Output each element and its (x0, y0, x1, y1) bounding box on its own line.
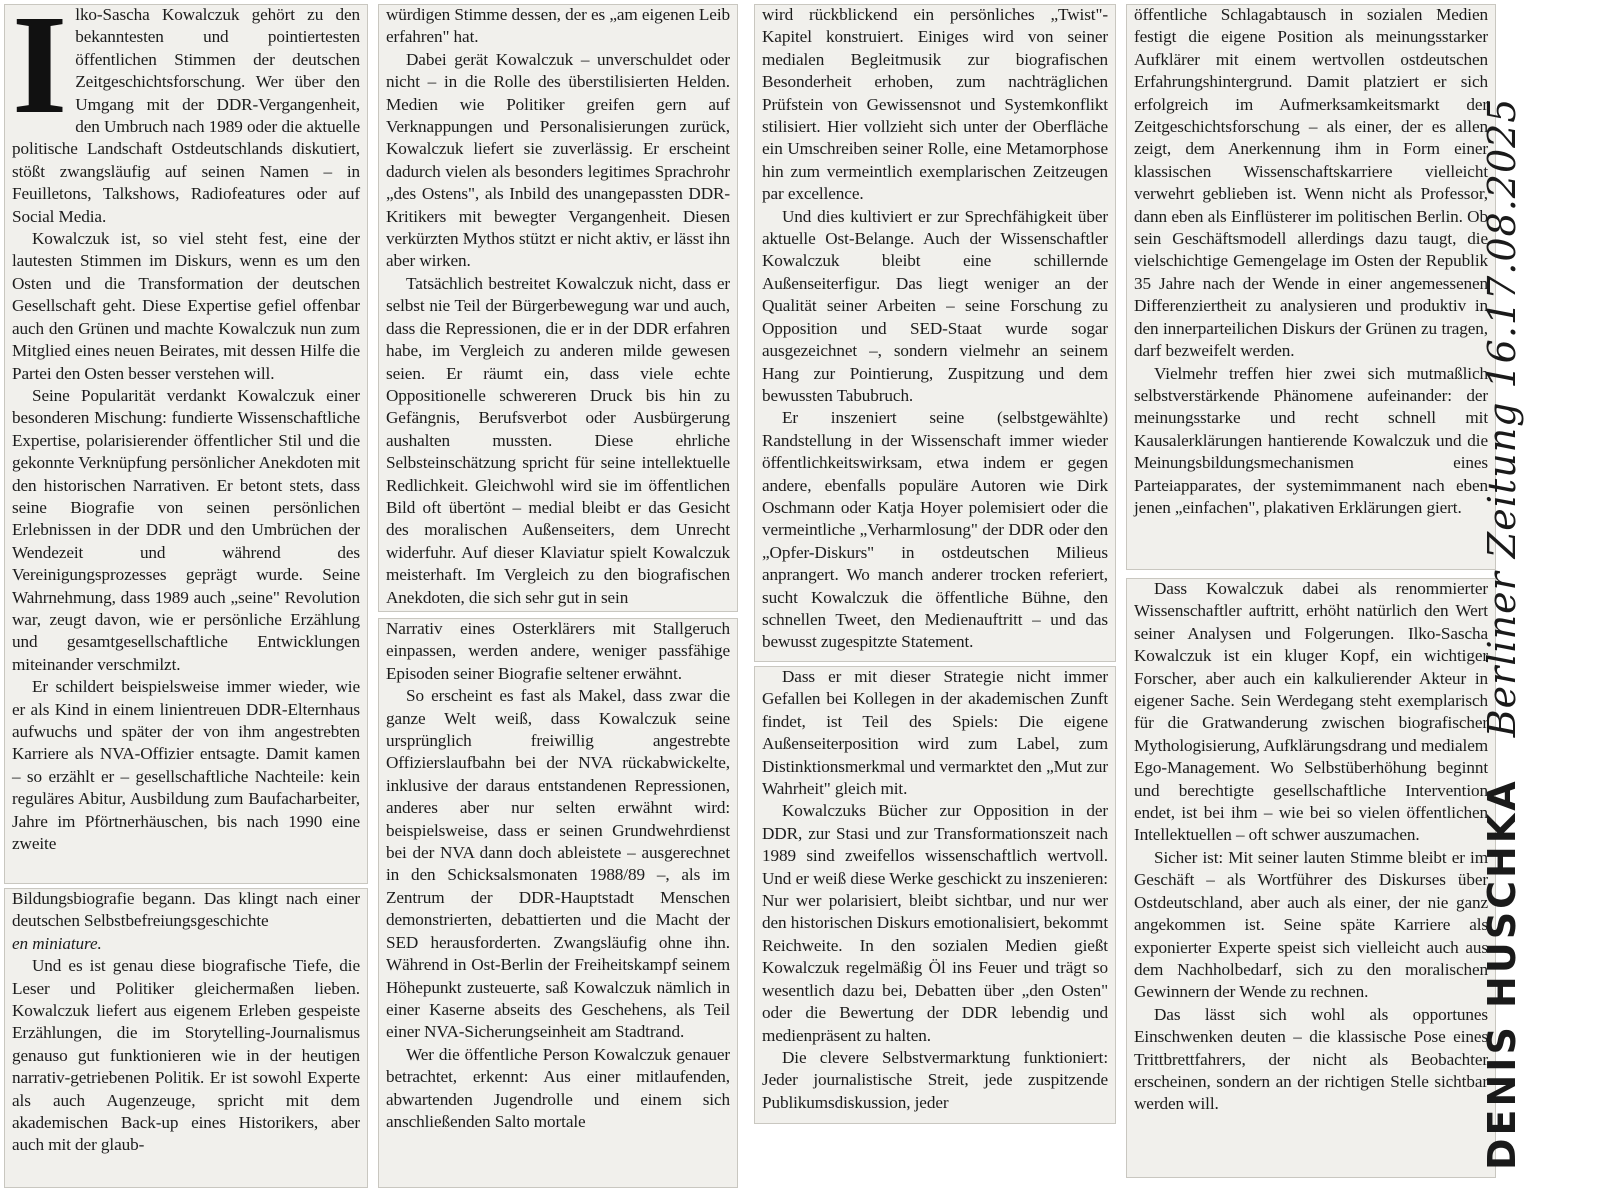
paragraph: Er inszeniert seine (selbstgewählte) Randstellung in der Wissenschaft immer wieder öffentlichkeitswirksam, etwa indem er gegen andere, ebenfalls populäre Autoren wie Dirk Oschmann oder Katja Hoyer polemisiert oder die vermeintliche „Verharmlosung" der DDR oder den „Opfer-Diskurs" in ostdeutschen Milieus anprangert. Wo manch anderer trocken referiert, sucht Kowalczuk die öffentliche Bühne, den schnellen Tweet, den Medienauftritt – und das bewusst zugespitzte Statement. (762, 408, 1108, 652)
article-column-3-lower (754, 666, 1116, 1124)
paragraph: Kowalczuk ist, so viel steht fest, eine der lautesten Stimmen im Diskurs, wenn es um den Osten und die Transformation der deutschen Gesellschaft geht. Diese Expertise gefiel offenbar auch den Grünen und machte Kowalczuk nun zum Mitglied eines neuen Beirates, mit dessen Hilfe die Partei den Osten besser verstehen will. (12, 229, 360, 383)
paragraph: Das lässt sich wohl als opportunes Einschwenken deuten – die klassische Pose eines Trittbrettfahrers, der nicht als Beobachter erscheinen, sondern an der richtigen Stelle sichtbar werden will. (1134, 1004, 1488, 1114)
paragraph: Wer die öffentliche Person Kowalczuk genauer betrachtet, erkennt: Aus einer mitlaufenden, abwartenden Jugendrolle und einem sich anschließenden Salto mortale (386, 1044, 730, 1131)
paragraph: Er schildert beispielsweise immer wieder, wie er als Kind in einem linientreuen DDR-Elternhaus aufwuchs und später der von ihm angestrebten Karriere als NVA-Offizier entsagte. Damit kamen – so erzählt er – gesellschaftliche Nachteile: kein reguläres Abitur, Ausbildung zum Baufacharbeiter, Jahre im Pförtnerhäuschen, bis nach 1990 eine zweite (12, 677, 360, 854)
paragraph: Vielmehr treffen hier zwei sich mutmaßlich selbstverstärkende Phänomene aufeinander: der meinungsstarke und recht schnell mit Kausalerklärungen hantierende Kowalczuk und die Meinungsbildungsmechanismen eines Parteiapparates, der systemimmanent nach eben jenen „einfachen", plakativen Erklärungen giert. (1134, 363, 1488, 517)
drop-cap-letter: I (12, 4, 68, 143)
article-column-4-upper (1126, 4, 1496, 570)
paragraph: wird rückblickend ein persönliches „Twist"-Kapitel konstruiert. Einiges wird von seiner medialen Begleitmusik zur biografischen Besonderheit erhoben, zum nachträglichen Prüfstein von Gewissensnot und Systemkonflikt stilisiert. Hier vollzieht sich unter der Oberfläche ein Umschreiben seiner Rolle, eine Metamorphose hin zum vermeintlich exemplarischen Zeitzeugen par excellence. (762, 5, 1108, 204)
paragraph: Bildungsbiografie begann. Das klingt nach einer deutschen Selbstbefreiungsgeschichte (12, 889, 360, 931)
paragraph: öffentliche Schlagabtausch in sozialen Medien festigt die eigene Position als meinungsstarker Aufklärer mit einem wertvollen ostdeutschen Erfahrungshintergrund. Damit platziert er sich erfolgreich im Aufmerksamkeitsmarkt der Zeitgeschichtsforschung – als einer, der es allen zeigt, dem Anerkennung ihm in Form einer klassischen Wissenschaftskarriere vielleicht verwehrt geblieben ist. Wenn nicht als Professor, dann eben als Einflüsterer im politischen Berlin. Ob sein Geschäftsmodell allerdings dazu taugt, die vielschichtige Gemengelage im Osten der Republik 35 Jahre nach der Wende in einer angemessenen Differenziertheit zu analysieren und produktiv in den innerparteilichen Diskurs der Grünen zu tragen, darf bezweifelt werden. (1134, 5, 1488, 361)
article-column-2-upper (378, 4, 738, 612)
paragraph: So erscheint es fast als Makel, dass zwar die ganze Welt weiß, dass Kowalczuk seine ursprünglich freiwillig angestrebte Offizierslaufbahn bei der NVA rückabwickelte, inklusive der daraus entstandenen Repressionen, anderes aber nur selten erwähnt wird: beispielsweise, dass er seinen Grundwehrdienst bei der NVA dann doch ableistete – ausgerechnet in den Schicksalsmonaten 1988/89 –, als im Zentrum der DDR-Hauptstadt Menschen demonstrierten, debattierten und die Macht der SED herausforderten. Zwangsläufig ohne ihn. Während in Ost-Berlin der Freiheitskampf seinem Höhepunkt zusteuerte, saß Kowalczuk nämlich in einer Kaserne abseits des Geschehens, als Teil einer NVA-Sicherungseinheit am Stadtrand. (386, 686, 730, 1042)
paragraph: Kowalczuks Bücher zur Opposition in der DDR, zur Stasi und zur Transformationszeit nach 1989 sind zweifellos wissenschaftlich wertvoll. Und er weiß diese Werke geschickt zu inszenieren: Nur wer polarisiert, bleibt sichtbar, und nur wer den historischen Diskurs emotionalisiert, bekommt Reichweite. In den sozialen Medien gießt Kowalczuk regelmäßig Öl ins Feuer und trägt so wesentlich dazu bei, Debatten über „den Osten" oder die Bewertung der DDR lebendig und medienpräsent zu halten. (762, 801, 1108, 1045)
article-column-2-lower (378, 618, 738, 1188)
paragraph: Tatsächlich bestreitet Kowalczuk nicht, dass er selbst nie Teil der Bürgerbewegung war und auch, dass die Repressionen, die er in der DDR erfahren habe, im Vergleich zu anderen milde gewesen seien. Er räumt ein, dass viele echte Oppositionelle schwereren Druck bis hin zu Gefängnis, Berufsverbot oder Ausbürgerung aushalten mussten. Diese ehrliche Selbsteinschätzung spricht für seine intellektuelle Redlichkeit. Gleichwohl wird sie im öffentlichen Bild oft übertönt – medial bleibt er das Gesicht des moralischen Außenseiters, dem Unrecht widerfuhr. Auf dieser Klaviatur spielt Kowalczuk meisterhaft. Im Vergleich zu den biografischen Anekdoten, die sich sehr gut in sein (386, 273, 730, 607)
paragraph-italic: en miniature. (12, 933, 102, 953)
paragraph: Die clevere Selbstvermarktung funktioniert: Jeder journalistische Streit, jede zuspitzende Publikumsdiskussion, jeder (762, 1047, 1108, 1112)
paragraph: Narrativ eines Osterklärers mit Stallgeruch einpassen, werden andere, weniger passfähige Episoden seiner Biografie seltener erwähnt. (386, 619, 730, 683)
paragraph: Dass Kowalczuk dabei als renommierter Wissenschaftler auftritt, erhöht natürlich den Wert seiner Analysen und Folgerungen. Ilko-Sascha Kowalczuk ist ein kluger Kopf, ein wichtiger Forscher, aber auch ein kalkulierender Akteur in eigener Sache. Sein Werdegang steht exemplarisch für die Gratwanderung zwischen biografischer Mythologisierung, Aufklärungsdrang und medialem Ego-Management. Wo Selbstüberhöhung beginnt und berechtigte gesellschaftliche Intervention endet, ist bei ihm – wie bei so vielen öffentlichen Intellektuellen – oft schwer auszumachen. (1134, 579, 1488, 845)
paragraph: Seine Popularität verdankt Kowalczuk einer besonderen Mischung: fundierte Wissenschaftliche Expertise, polarisierender öffentlicher Stil und die gekonnte Verknüpfung persönlicher Anekdoten mit den historischen Narrativen. Er betont stets, dass seine Biografie von seinen persönlichen Erlebnissen in der DDR und den Umbrüchen der Wendezeit und während des Vereinigungsprozesses geprägt wurde. Seine Wahrnehmung, dass 1989 auch „seine" Revolution war, zeugt davon, wie er persönliche Erzählung und gesamtgesellschaftliche Entwicklungen miteinander verschmilzt. (12, 385, 360, 674)
paragraph: Sicher ist: Mit seiner lauten Stimme bleibt er im Geschäft – als Wortführer des Diskurses über Ostdeutschland, aber auch als einer, der nie ganz angekommen ist. Seine späte Karriere als exponierter Experte speist sich vielleicht auch aus dem Nachholbedarf, sich zu den moralischen Gewinnern der Wende zu rechnen. (1134, 847, 1488, 1002)
paragraph: Dass er mit dieser Strategie nicht immer Gefallen bei Kollegen in der akademischen Zunft findet, ist Teil des Spiels: Die eigene Außenseiterposition wird zum Label, zum Distinktionsmerkmal und vermarktet den „Mut zur Wahrheit" gleich mit. (762, 667, 1108, 799)
handwritten-annotation (1480, 98, 1524, 1170)
article-column-1-lower (4, 888, 368, 1188)
paragraph: Dabei gerät Kowalczuk – unverschuldet oder nicht – in die Rolle des überstilisierten Helden. Medien wie Politiker greifen gern auf Verknappungen und Personalisierungen zurück, Kowalczuk liefert sie zuverlässig. Er erscheint dadurch vielen als besonders legitimes Sprachrohr „des Ostens", als Inbild des unangepassten DDR-Kritikers mit bewegter Vergangenheit. Diesen verkürzten Mythos stützt er nicht aktiv, er lässt ihn aber wirken. (386, 49, 730, 271)
paragraph: würdigen Stimme dessen, der es „am eigenen Leib erfahren" hat. (386, 5, 730, 47)
paragraph: Und dies kultiviert er zur Sprechfähigkeit über aktuelle Ost-Belange. Auch der Wissenschaftler Kowalczuk bleibt eine schillernde Außenseiterfigur. Das liegt weniger an der Qualität seiner Arbeiten – seine Forschung zu Opposition und SED-Staat wurde sogar ausgezeichnet –, sondern vielmehr an seinem Hang zur Pointierung, Zuspitzung und dem bewussten Tabubruch. (762, 206, 1108, 405)
article-column-4-lower (1126, 578, 1496, 1178)
handwritten-source: Berliner Zeitung 16.17.08.2025 (1480, 97, 1524, 738)
paragraph: lko-Sascha Kowalczuk gehört zu den bekanntesten und pointiertesten öffentlichen Stimmen der deutschen Zeitgeschichtsforschung. Wer über den Umgang mit der DDR-Vergangenheit, den Umbruch nach 1989 oder die aktuelle politische Landschaft Ostdeutschlands diskutiert, stößt zwangsläufig auf seinen Namen – in Feuilletons, Talkshows, Radiofeatures oder auf Social Media. (12, 5, 360, 226)
handwritten-author: DENIS HUSCHKA (1480, 778, 1524, 1170)
article-column-1-upper (4, 4, 368, 884)
paragraph: Und es ist genau diese biografische Tiefe, die Leser und Politiker gleichermaßen lieben. Kowalczuk liefert aus eigenem Erleben gespeiste Erzählungen, die im Storytelling-Journalismus genauso gut funktionieren wie in der heutigen narrativ-getriebenen Politik. Er ist sowohl Experte als auch Augenzeuge, spricht mit dem akademischen Back-up eines Historikers, aber auch mit der glaub- (12, 956, 360, 1155)
article-column-3-upper (754, 4, 1116, 662)
